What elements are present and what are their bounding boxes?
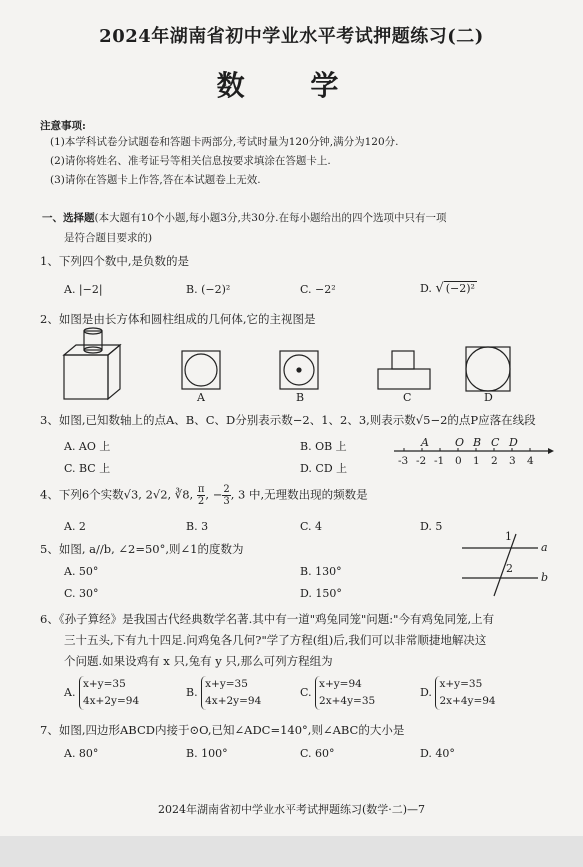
q2-view-c <box>378 351 430 389</box>
q4-fraction-2-over-3: $\frac{2}{3}$ <box>223 484 230 507</box>
q7-option-c: C. 60° <box>300 747 335 760</box>
q4-option-a: A. 2 <box>64 520 86 533</box>
section-heading-line <box>42 210 572 225</box>
section-heading: 一、选择题 <box>42 212 95 224</box>
q7-option-a: A. 80° <box>64 747 99 760</box>
q5-angle-1-label: 1 <box>505 530 512 543</box>
q3-option-c: C. BC 上 <box>64 462 111 475</box>
q1-option-d-radicand: (−2)² <box>445 282 475 295</box>
q7-stem: 7、如图,四边形ABCD内接于⊙O,已知∠ADC=140°,则∠ABC的大小是 <box>40 723 405 737</box>
section-desc-2: 是符合题目要求的) <box>64 232 153 244</box>
q6-option-c <box>300 676 375 710</box>
q1-option-b: B. (−2)² <box>186 283 231 296</box>
q4-option-c: C. 4 <box>300 520 323 533</box>
q2-label-c: C <box>403 391 412 404</box>
q4-option-d: D. 5 <box>420 520 443 533</box>
q5-line-a-label: a <box>541 541 548 554</box>
q2-view-b <box>280 351 318 389</box>
notice-item-3: (3)请你在答题卡上作答,答在本试题卷上无效. <box>50 174 261 186</box>
notice-label: 注意事项: <box>40 120 86 132</box>
q4-fraction-pi-over-2: $\frac{\pi}{2}$ <box>197 484 205 507</box>
q5-option-a: A. 50° <box>64 565 99 578</box>
q6-option-a-label: A. <box>64 686 76 699</box>
q3-axis-num-4: 4 <box>527 455 534 467</box>
q7-option-d: D. 40° <box>420 747 455 760</box>
q4-stem-mid: , − <box>205 487 223 502</box>
q3-axis-num-0: 0 <box>455 455 462 467</box>
q6-option-d-label: D. <box>420 686 432 699</box>
q3-stem: 3、如图,已知数轴上的点A、B、C、D分别表示数−2、1、2、3,则表示数√5−2的点P应落在线段 <box>40 413 536 427</box>
q6-line-3: 个问题.如果设鸡有 x 只,兔有 y 只,那么可列方程组为 <box>64 654 333 668</box>
section-desc-1: (本大题有10个小题,每小题3分,共30分.在每小题给出的四个选项中只有一项 <box>94 212 447 224</box>
q5-line-b-label: b <box>541 571 549 584</box>
q1-option-d-label: D. <box>420 282 432 295</box>
q2-stem: 2、如图是由长方体和圆柱组成的几何体,它的主视图是 <box>40 312 316 326</box>
q3-axis-num-2: 2 <box>491 455 498 467</box>
q6-option-b-system: x+y=35 4x+2y=94 <box>201 676 261 710</box>
page-footer: 2024年湖南省初中学业水平考试押题练习(数学·二)—7 <box>157 803 426 816</box>
q1-option-a: A. |−2| <box>64 283 103 296</box>
q3-axis-num-m3: -3 <box>398 455 409 467</box>
notice-item-1: (1)本学科试卷分试题卷和答题卡两部分,考试时量为120分钟,满分为120分. <box>50 136 399 148</box>
q5-option-c: C. 30° <box>64 587 99 600</box>
q1-stem: 1、下列四个数中,是负数的是 <box>40 254 189 268</box>
q6-option-d <box>420 676 496 710</box>
q2-label-d: D <box>484 391 493 404</box>
q3-option-b: B. OB 上 <box>300 440 347 453</box>
q3-axis-num-m1: -1 <box>434 455 445 467</box>
q3-axis-letter-d: D <box>509 436 518 449</box>
exam-title: 2024年湖南省初中学业水平考试押题练习(二) <box>99 26 484 47</box>
subject-title: 数 学 <box>216 69 367 102</box>
q2-solid-figure <box>64 328 120 399</box>
q6-option-c-label: C. <box>300 686 312 699</box>
q2-view-d <box>466 347 510 391</box>
q1-option-c: C. −2² <box>300 283 336 296</box>
q4-stem-suffix: , 3 中,无理数出现的频数是 <box>230 487 368 502</box>
q6-option-b-label: B. <box>186 686 198 699</box>
q5-angle-2-label: 2 <box>506 562 513 575</box>
q2-label-b: B <box>296 391 305 404</box>
q3-axis-num-1: 1 <box>473 455 480 467</box>
q6-option-b <box>186 676 261 710</box>
q7-option-b: B. 100° <box>186 747 228 760</box>
q3-axis-num-m2: -2 <box>416 455 427 467</box>
q6-option-a <box>64 676 139 710</box>
q5-stem: 5、如图, a//b, ∠2=50°,则∠1的度数为 <box>40 542 244 556</box>
q6-line-2: 三十五头,下有九十四足.问鸡兔各几何?"学了方程(组)后,我们可以非常顺捷地解决这 <box>64 633 487 647</box>
q3-axis-letter-c: C <box>491 436 500 449</box>
q6-option-d-system: x+y=35 2x+4y=94 <box>435 676 495 710</box>
q4-stem <box>40 484 368 507</box>
q3-axis-letter-a: A <box>421 436 429 449</box>
q5-option-b: B. 130° <box>300 565 342 578</box>
q1-option-d: D. √ (−2)² <box>420 281 475 296</box>
q3-axis-num-3: 3 <box>509 455 516 467</box>
scan-bottom-margin <box>0 836 583 867</box>
q5-option-d: D. 150° <box>300 587 342 600</box>
q3-option-d: D. CD 上 <box>300 462 348 475</box>
q3-axis-letter-o: O <box>455 436 465 449</box>
notice-item-2: (2)请你将姓名、准考证号等相关信息按要求填涂在答题卡上. <box>50 155 331 167</box>
q2-view-a <box>182 351 220 389</box>
q3-option-a: A. AO 上 <box>64 440 111 453</box>
q6-line-1: 6、《孙子算经》是我国古代经典数学名著.其中有一道"鸡兔同笼"问题:"今有鸡兔同笼,上有 <box>40 612 495 626</box>
q3-axis-letter-b: B <box>473 436 482 449</box>
q4-stem-prefix: 4、下列6个实数√3, 2√2, ∛8, <box>40 487 194 502</box>
q4-option-b: B. 3 <box>186 520 209 533</box>
q2-label-a: A <box>197 391 205 404</box>
q6-option-a-system: x+y=35 4x+2y=94 <box>79 676 139 710</box>
q6-option-c-system: x+y=94 2x+4y=35 <box>315 676 375 710</box>
q5-parallel-lines-figure <box>462 530 549 600</box>
